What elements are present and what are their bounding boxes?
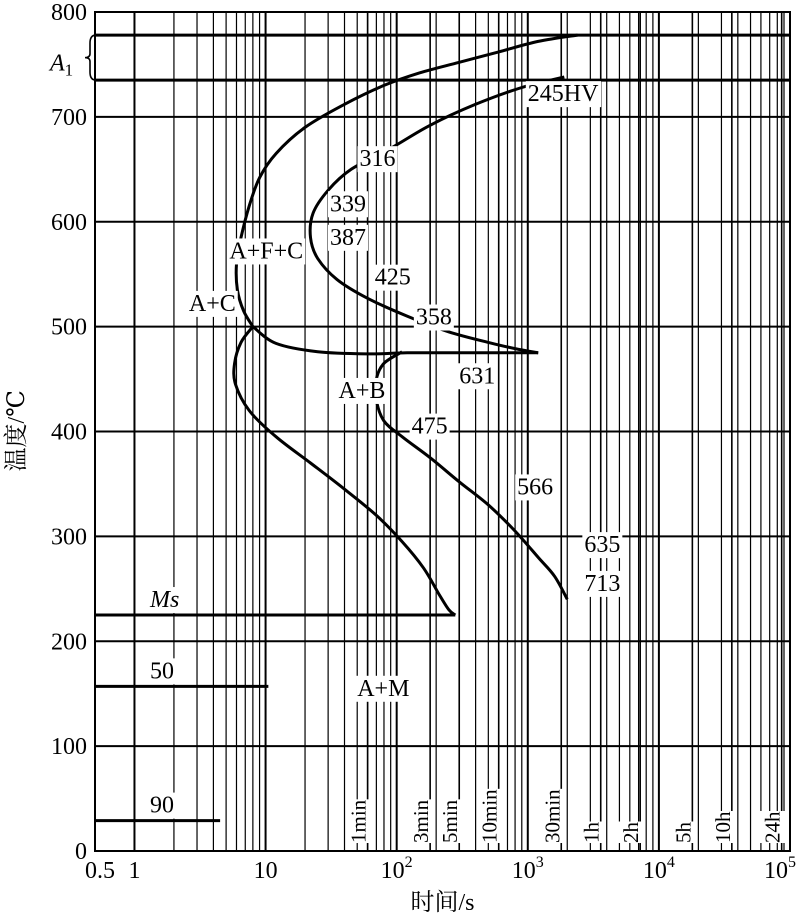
y-axis-label: 温度/℃ (4, 389, 30, 472)
x-tick-label: $10^4$ (642, 854, 675, 884)
time-marker-label: 2h (619, 822, 644, 843)
y-tick-label: 500 (51, 314, 87, 341)
hardness-label: 631 (459, 363, 496, 390)
region-label: A+C (188, 290, 236, 317)
hardness-label: 566 (517, 474, 554, 501)
time-marker-label: 30min (540, 789, 565, 843)
curves (234, 35, 578, 615)
x-tick-label: $10^3$ (511, 854, 544, 884)
y-tick-label: 200 (51, 629, 87, 656)
y-tick-label: 0 (75, 839, 87, 865)
x-tick-label: $10^5$ (764, 854, 796, 884)
hardness-label: 245HV (527, 81, 599, 108)
time-marker-label: 3min (409, 799, 434, 843)
x-tick-label: 10 (253, 858, 278, 884)
region-label-subscript: 1 (64, 60, 74, 80)
time-marker-label: 5min (438, 799, 463, 843)
y-tick-label: 600 (51, 209, 87, 236)
annotations (48, 35, 786, 843)
y-tick-label: 300 (51, 524, 87, 551)
region-label: A+B (338, 377, 386, 404)
reference-line-label: 50 (150, 658, 174, 685)
hardness-label: 387 (329, 224, 366, 251)
region-label: A+F+C (229, 238, 304, 265)
x-tick-exponent: 3 (535, 854, 544, 871)
region-label: $A_1$ (50, 50, 74, 80)
y-tick-label: 400 (51, 419, 87, 446)
y-tick-label: 100 (51, 734, 87, 761)
reference-line-label: Ms (150, 587, 180, 614)
y-tick-label: 800 (51, 0, 87, 26)
x-tick-label: 0.5 (85, 858, 115, 884)
reference-line-label: 90 (150, 792, 174, 819)
hardness-label: 475 (411, 413, 448, 440)
y-tick-label: 700 (51, 104, 87, 131)
axes (51, 0, 796, 884)
time-marker-label: 1min (346, 799, 371, 843)
x-tick-exponent: 4 (666, 854, 675, 871)
hardness-label: 358 (415, 304, 452, 331)
x-tick-exponent: 5 (788, 854, 796, 871)
time-marker-label: 1h (579, 822, 604, 843)
region-label: A+M (357, 675, 410, 702)
hardness-label: 713 (584, 570, 621, 597)
x-tick-exponent: 2 (404, 854, 413, 871)
x-tick-label: $10^2$ (380, 854, 413, 884)
time-marker-label: 5h (671, 822, 696, 843)
hardness-label: 339 (329, 191, 366, 218)
time-marker-label: 24h (760, 811, 785, 843)
hardness-label: 635 (584, 532, 621, 559)
curve-shelf (253, 327, 538, 354)
x-tick-label: 1 (128, 858, 141, 884)
time-marker-label: 10min (477, 789, 502, 843)
hardness-label: 316 (359, 146, 396, 173)
x-axis-label: 时间/s (410, 890, 475, 916)
hardness-label: 425 (374, 264, 411, 291)
time-marker-label: 10h (710, 811, 735, 843)
